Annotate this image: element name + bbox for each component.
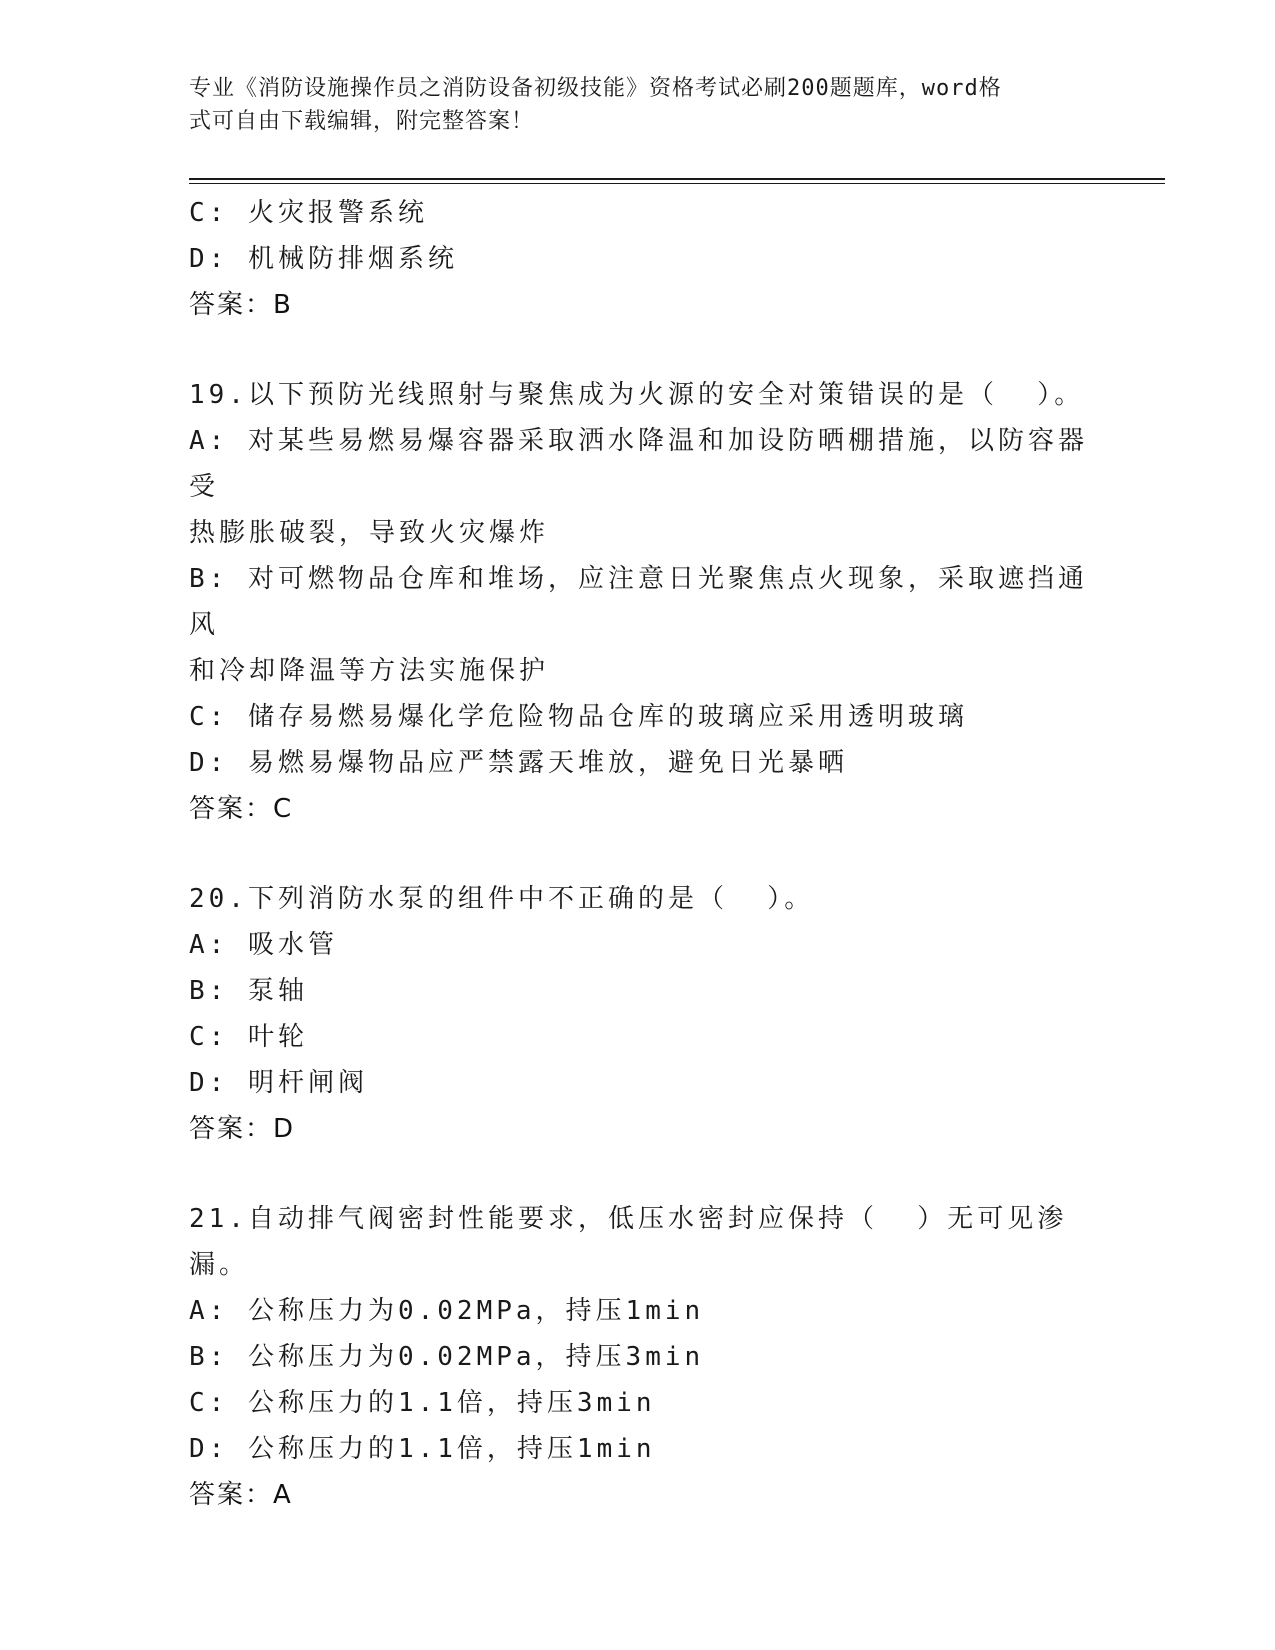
- question-20: [189, 876, 1089, 1152]
- option-a-continuation: 热膨胀破裂，导致火灾爆炸: [189, 518, 550, 548]
- option-b: [189, 968, 1089, 1014]
- option-text: 储存易燃易爆化学危险物品仓库的玻璃应采用透明玻璃: [247, 702, 968, 732]
- option-c: [189, 694, 1089, 740]
- header-line-2: 式可自由下载编辑，附完整答案！: [189, 109, 535, 134]
- option-b: [189, 1334, 1089, 1380]
- answer-line: 答案：D: [189, 1114, 296, 1144]
- option-label: C:: [189, 1022, 248, 1052]
- option-text: 叶轮: [247, 1022, 308, 1052]
- option-text: 公称压力的1.1倍，持压3min: [247, 1388, 656, 1418]
- option-label: B:: [189, 976, 248, 1006]
- header-divider-thick: [189, 178, 1165, 180]
- option-d: [189, 740, 1089, 786]
- option-d: [189, 1060, 1089, 1106]
- option-label: B:: [189, 564, 248, 594]
- option-label: B:: [189, 1342, 248, 1372]
- answer-line: 答案：C: [189, 794, 294, 824]
- option-label: C:: [189, 702, 248, 732]
- header-line-1: 专业《消防设施操作员之消防设备初级技能》资格考试必刷200题题库，word格: [189, 76, 1002, 101]
- option-label: A:: [189, 426, 248, 456]
- option-a: [189, 1288, 1089, 1334]
- option-a: [189, 418, 1089, 510]
- question-stem: 20.下列消防水泵的组件中不正确的是（ ）。: [189, 884, 815, 914]
- question-19: [189, 372, 1089, 832]
- option-label: D:: [189, 748, 248, 778]
- header-divider-thin: [189, 183, 1165, 184]
- option-text: 机械防排烟系统: [247, 244, 458, 274]
- option-label: D:: [189, 1434, 248, 1464]
- option-text: 公称压力为0.02MPa，持压1min: [247, 1296, 705, 1326]
- document-content: [189, 190, 1089, 1518]
- option-a: [189, 922, 1089, 968]
- question-stem: 21.自动排气阀密封性能要求，低压水密封应保持（ ）无可见渗漏。: [189, 1204, 1068, 1280]
- option-c: [189, 190, 1089, 236]
- answer-line: 答案：B: [189, 290, 293, 320]
- answer-line: 答案：A: [189, 1480, 293, 1510]
- question-21: [189, 1196, 1089, 1518]
- option-d: [189, 236, 1089, 282]
- option-label: D:: [189, 1068, 248, 1098]
- option-c: [189, 1014, 1089, 1060]
- option-label: A:: [189, 930, 248, 960]
- option-b: [189, 556, 1089, 648]
- question-stem: 19.以下预防光线照射与聚焦成为火源的安全对策错误的是（ ）。: [189, 380, 1085, 410]
- option-label: C:: [189, 1388, 248, 1418]
- option-text: 易燃易爆物品应严禁露天堆放，避免日光暴晒: [247, 748, 848, 778]
- option-label: D:: [189, 244, 248, 274]
- option-label: A:: [189, 1296, 248, 1326]
- option-text: 火灾报警系统: [247, 198, 428, 228]
- option-text: 对某些易燃易爆容器采取洒水降温和加设防晒棚措施，以防容器受: [189, 426, 1088, 502]
- document-header: [189, 72, 1079, 138]
- option-text: 公称压力为0.02MPa，持压3min: [247, 1342, 705, 1372]
- option-label: C:: [189, 198, 248, 228]
- option-b-continuation: 和冷却降温等方法实施保护: [189, 656, 550, 686]
- option-text: 公称压力的1.1倍，持压1min: [247, 1434, 656, 1464]
- option-text: 对可燃物品仓库和堆场，应注意日光聚焦点火现象，采取遮挡通风: [189, 564, 1088, 640]
- option-d: [189, 1426, 1089, 1472]
- option-text: 明杆闸阀: [247, 1068, 368, 1098]
- option-text: 泵轴: [247, 976, 308, 1006]
- option-text: 吸水管: [247, 930, 338, 960]
- option-c: [189, 1380, 1089, 1426]
- partial-question: [189, 190, 1089, 328]
